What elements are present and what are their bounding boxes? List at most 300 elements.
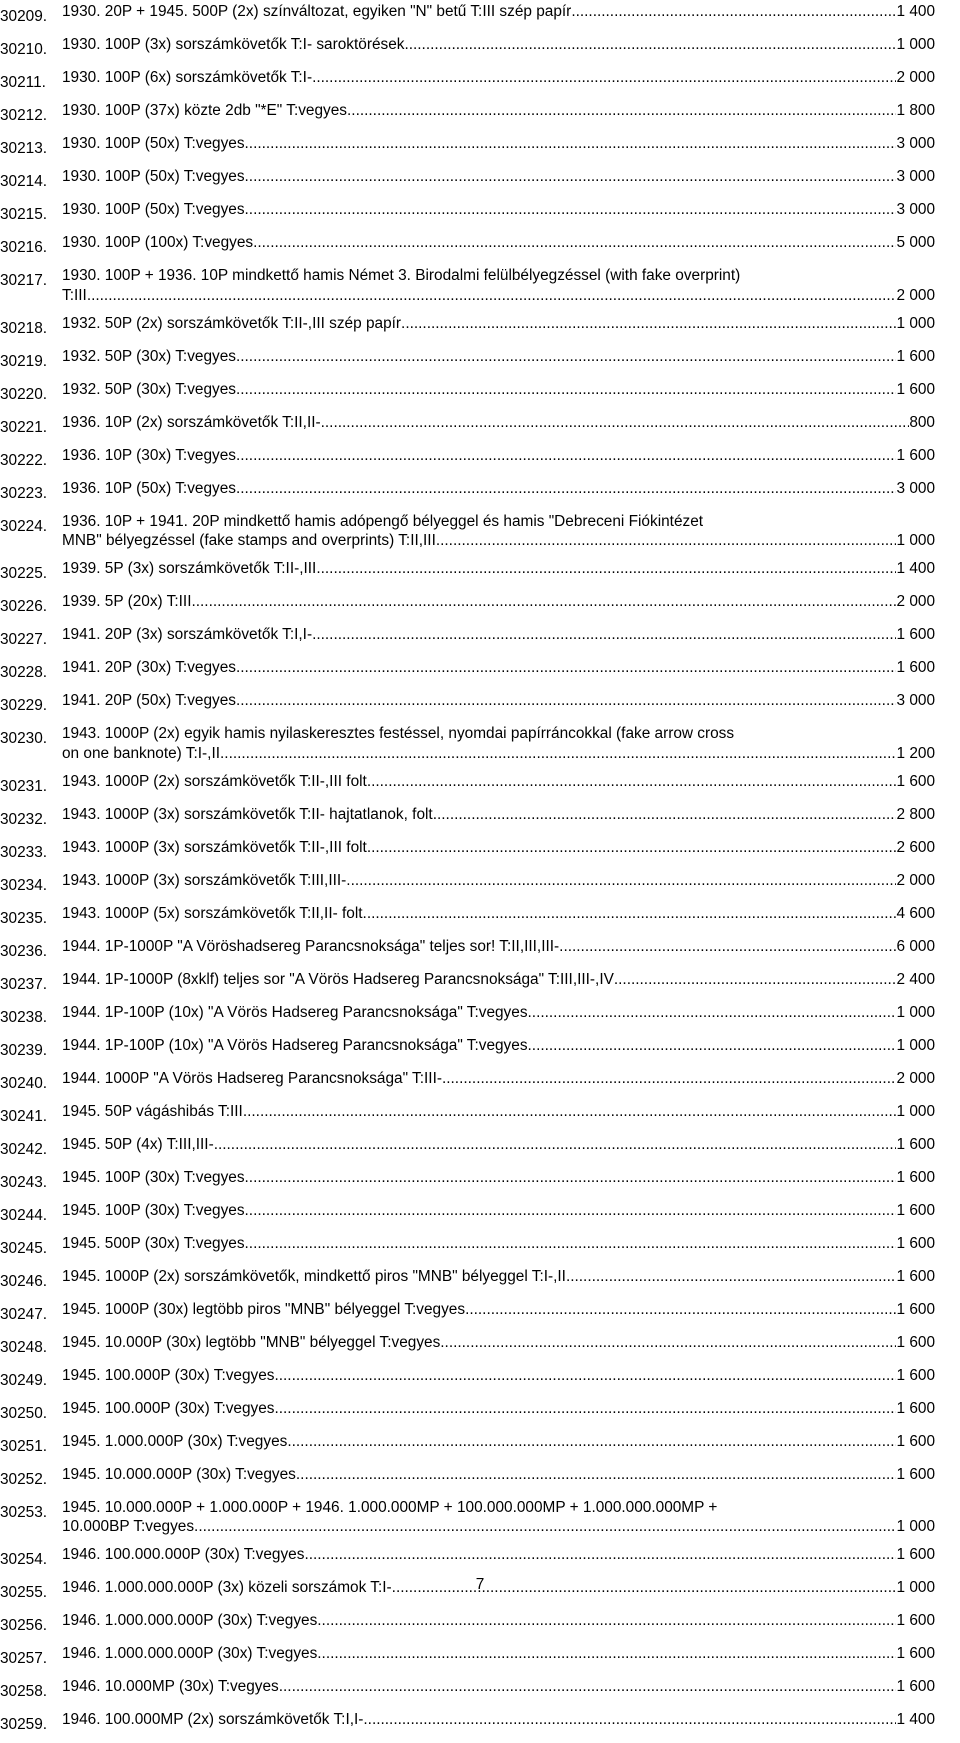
- lot-row: [0, 134, 960, 159]
- lot-description-line: [62, 134, 935, 154]
- lot-number: 30215.: [0, 206, 48, 223]
- lot-text: 1945. 10.000.000P + 1.000.000P + 1946. 1.000.000MP + 100.000.000MP + 1.000.000.000MP +: [62, 1498, 718, 1516]
- lot-description-line: [62, 314, 935, 334]
- lot-description-line: [62, 200, 935, 220]
- dot-leader: [559, 937, 896, 957]
- lot-row: [0, 1644, 960, 1669]
- lot-price: 1 600: [896, 626, 935, 643]
- lot-price: 800: [909, 413, 935, 431]
- lot-description: [62, 592, 935, 612]
- lot-number: 30213.: [0, 140, 48, 157]
- lot-number: 30211.: [0, 74, 46, 91]
- lot-row: [0, 1399, 960, 1424]
- dot-leader: [401, 314, 896, 334]
- lot-text: 1943. 1000P (5x) sorszámkövetők T:II,II- folt: [62, 904, 363, 922]
- lot-description: [62, 413, 935, 433]
- lot-description-line: [62, 691, 935, 711]
- lot-price: 1 000: [896, 314, 935, 332]
- lot-price: 1 400: [896, 3, 935, 20]
- lot-description-line: [62, 1333, 935, 1353]
- dot-leader: [245, 1234, 897, 1254]
- lot-text: 1946. 100.000.000P (30x) T:vegyes: [62, 1546, 305, 1563]
- lot-description-line: [62, 2, 935, 22]
- lot-description: [62, 1644, 935, 1664]
- lot-row: [0, 724, 960, 763]
- lot-price: 3 000: [896, 201, 935, 218]
- lot-description: [62, 134, 935, 154]
- lot-text: 1945. 100P (30x) T:vegyes: [62, 1168, 245, 1186]
- lot-description: [62, 35, 935, 55]
- dot-leader: [245, 1168, 897, 1188]
- lot-description-line: [62, 413, 935, 433]
- lot-description: [62, 772, 935, 792]
- dot-leader: [236, 446, 897, 466]
- dot-leader: [245, 134, 897, 154]
- lot-description: [62, 479, 935, 499]
- lot-row: [0, 512, 960, 551]
- lot-price: 4 600: [896, 904, 935, 922]
- lot-description: [62, 1545, 935, 1565]
- lot-price: 1 600: [896, 1399, 935, 1417]
- lot-price: 1 000: [896, 1036, 935, 1054]
- lot-text: T:III: [62, 286, 87, 304]
- lot-description: [62, 1036, 935, 1056]
- lot-row: [0, 1135, 960, 1160]
- lot-description: [62, 658, 935, 678]
- lot-description: [62, 446, 935, 466]
- dot-leader: [191, 592, 896, 612]
- dot-leader: [321, 413, 910, 433]
- lot-description: [62, 1677, 935, 1697]
- lot-text: 1943. 1000P (3x) sorszámkövetők T:III,III-: [62, 871, 347, 889]
- lot-description-line: [62, 805, 935, 825]
- lot-number: 30242.: [0, 1140, 48, 1158]
- lot-text: 1945. 1000P (2x) sorszámkövetők, mindkettő piros "MNB" bélyeggel T:I-,II: [62, 1267, 566, 1285]
- lot-description: [62, 1611, 935, 1631]
- lot-text: 1939. 5P (3x) sorszámkövetők T:II-,III: [62, 560, 317, 577]
- lot-price: 1 400: [896, 560, 935, 577]
- lot-price: 1 600: [896, 1201, 935, 1219]
- lot-description: [62, 559, 935, 579]
- lot-description-line: [62, 1399, 935, 1419]
- lot-number: 30248.: [0, 1338, 48, 1356]
- lot-description: [62, 1069, 935, 1089]
- lot-number: 30227.: [0, 631, 48, 648]
- lot-text: 1946. 100.000MP (2x) sorszámkövetők T:I,I-: [62, 1711, 364, 1728]
- dot-leader: [214, 1135, 897, 1155]
- lot-description-line: [62, 1036, 935, 1056]
- lot-number: 30228.: [0, 664, 48, 681]
- lot-description-line: [62, 724, 935, 744]
- lot-description-line: [62, 1545, 935, 1565]
- lot-number: 30229.: [0, 697, 48, 714]
- lot-text: 1936. 10P (2x) sorszámkövetők T:II,II-: [62, 413, 321, 431]
- lot-price: 1 000: [896, 1102, 935, 1120]
- lot-price: 1 600: [896, 1432, 935, 1450]
- lot-description-line: [62, 286, 935, 306]
- lot-text: 1932. 50P (30x) T:vegyes: [62, 347, 236, 365]
- lot-row: [0, 1677, 960, 1702]
- dot-leader: [236, 380, 897, 400]
- lot-price: 1 000: [896, 1518, 935, 1535]
- lot-row: [0, 1069, 960, 1094]
- lot-row: [0, 446, 960, 471]
- lot-row: [0, 101, 960, 126]
- lot-number: 30216.: [0, 239, 48, 256]
- lot-number: 30233.: [0, 843, 48, 861]
- lot-text: 1943. 1000P (2x) sorszámkövetők T:II-,III folt: [62, 772, 367, 790]
- lot-description: [62, 512, 935, 551]
- lot-text: 1930. 20P + 1945. 500P (2x) színváltozat, egyiken "N" betű T:III szép papír: [62, 3, 572, 20]
- lot-description-line: [62, 1465, 935, 1485]
- lot-row: [0, 1300, 960, 1325]
- dot-leader: [243, 1102, 897, 1122]
- lot-description: [62, 1300, 935, 1320]
- lot-number: 30234.: [0, 876, 48, 894]
- lot-description: [62, 970, 935, 990]
- lot-row: [0, 1168, 960, 1193]
- lot-row: [0, 35, 960, 60]
- lot-description: [62, 68, 935, 88]
- lot-text: 1944. 1P-100P (10x) "A Vörös Hadsereg Parancsnoksága" T:vegyes: [62, 1003, 528, 1021]
- lot-price: 1 600: [896, 380, 935, 398]
- lot-text: 1939. 5P (20x) T:III: [62, 593, 192, 610]
- lot-description: [62, 1465, 935, 1485]
- lot-number: 30251.: [0, 1437, 48, 1455]
- lot-number: 30230.: [0, 730, 48, 747]
- lot-number: 30250.: [0, 1404, 48, 1422]
- lot-price: 1 600: [896, 1300, 935, 1318]
- lot-row: [0, 1366, 960, 1391]
- dot-leader: [253, 233, 896, 253]
- lot-description: [62, 1267, 935, 1287]
- lot-row: [0, 1201, 960, 1226]
- lot-text: 1936. 10P + 1941. 20P mindkettő hamis adópengő bélyeggel és hamis "Debreceni Fiókintézet: [62, 512, 704, 530]
- lot-number: 30238.: [0, 1008, 48, 1026]
- lot-row: [0, 200, 960, 225]
- lot-row: [0, 1498, 960, 1537]
- lot-text: 1930. 100P (6x) sorszámkövetők T:I-: [62, 69, 313, 86]
- lot-description-line: [62, 1432, 935, 1452]
- lot-price: 2 600: [896, 838, 935, 856]
- lot-description-line: [62, 1267, 935, 1287]
- lot-row: [0, 1611, 960, 1636]
- lot-description: [62, 2, 935, 22]
- lot-description-line: [62, 1644, 935, 1664]
- dot-leader: [274, 1399, 896, 1419]
- lot-row: [0, 805, 960, 830]
- lot-text: 1941. 20P (30x) T:vegyes: [62, 659, 236, 676]
- lot-price: 1 600: [896, 1168, 935, 1186]
- lot-description-line: [62, 1168, 935, 1188]
- lot-text: 1946. 1.000.000.000P (3x) közeli sorszámok T:I-: [62, 1579, 392, 1596]
- lot-description-line: [62, 937, 935, 957]
- dot-leader: [279, 1677, 897, 1697]
- dot-leader: [287, 1432, 896, 1452]
- lot-description: [62, 101, 935, 121]
- lot-description-line: [62, 772, 935, 792]
- lot-number: 30223.: [0, 484, 48, 502]
- dot-leader: [316, 559, 896, 579]
- dot-leader: [312, 625, 896, 645]
- lot-text: 1930. 100P + 1936. 10P mindkettő hamis Német 3. Birodalmi felülbélyegzéssel (with fake overprint): [62, 267, 741, 284]
- lot-list: [0, 2, 960, 1743]
- lot-price: 1 600: [896, 446, 935, 464]
- lot-number: 30219.: [0, 352, 48, 370]
- lot-description: [62, 691, 935, 711]
- lot-description: [62, 314, 935, 334]
- lot-number: 30255.: [0, 1584, 48, 1601]
- lot-price: 3 000: [896, 479, 935, 497]
- lot-price: 1 800: [896, 102, 935, 119]
- lot-description: [62, 167, 935, 187]
- dot-leader: [436, 531, 897, 551]
- lot-row: [0, 479, 960, 504]
- lot-description-line: [62, 479, 935, 499]
- lot-row: [0, 2, 960, 27]
- lot-row: [0, 871, 960, 896]
- lot-row: [0, 625, 960, 650]
- lot-row: [0, 167, 960, 192]
- dot-leader: [198, 1517, 896, 1537]
- lot-text: 1945. 10.000P (30x) legtöbb "MNB" bélyeggel T:vegyes: [62, 1333, 441, 1351]
- lot-price: 1 600: [896, 659, 935, 676]
- lot-description: [62, 871, 935, 891]
- lot-description-line: [62, 592, 935, 612]
- lot-text: 1945. 100.000P (30x) T:vegyes: [62, 1399, 275, 1417]
- lot-text: 1932. 50P (30x) T:vegyes: [62, 380, 236, 398]
- lot-number: 30236.: [0, 942, 48, 960]
- lot-description-line: [62, 531, 935, 551]
- lot-text: 1930. 100P (50x) T:vegyes: [62, 168, 245, 185]
- lot-price: 1 600: [896, 1465, 935, 1483]
- lot-text: 1936. 10P (30x) T:vegyes: [62, 446, 236, 464]
- lot-description: [62, 1201, 935, 1221]
- lot-text: 1941. 20P (50x) T:vegyes: [62, 692, 236, 709]
- dot-leader: [409, 35, 897, 55]
- lot-description-line: [62, 1677, 935, 1697]
- dot-leader: [442, 1069, 897, 1089]
- lot-row: [0, 380, 960, 405]
- lot-text: 1944. 1P-100P (10x) "A Vörös Hadsereg Parancsnoksága" T:vegyes: [62, 1036, 528, 1054]
- lot-number: 30256.: [0, 1617, 48, 1634]
- lot-row: [0, 937, 960, 962]
- lot-number: 30258.: [0, 1683, 48, 1700]
- lot-description: [62, 1399, 935, 1419]
- lot-text: 1945. 500P (30x) T:vegyes: [62, 1234, 245, 1252]
- lot-number: 30221.: [0, 418, 48, 436]
- lot-description: [62, 1234, 935, 1254]
- lot-number: 30217.: [0, 272, 48, 289]
- lot-text: 1932. 50P (2x) sorszámkövetők T:II-,III szép papír: [62, 314, 402, 332]
- lot-description-line: [62, 1366, 935, 1386]
- lot-number: 30244.: [0, 1206, 48, 1224]
- dot-leader: [440, 1333, 896, 1353]
- lot-description: [62, 1102, 935, 1122]
- lot-description-line: [62, 744, 935, 764]
- dot-leader: [245, 1201, 897, 1221]
- lot-row: [0, 1545, 960, 1570]
- lot-row: [0, 1036, 960, 1061]
- lot-text: 1946. 10.000MP (30x) T:vegyes: [62, 1678, 279, 1695]
- lot-row: [0, 838, 960, 863]
- lot-description: [62, 1168, 935, 1188]
- lot-text: 1945. 1000P (30x) legtöbb piros "MNB" bélyeggel T:vegyes: [62, 1300, 466, 1318]
- lot-text: 1945. 50P (4x) T:III,III-: [62, 1135, 214, 1153]
- lot-description: [62, 266, 935, 305]
- lot-price: 2 000: [896, 593, 935, 610]
- lot-text: 1930. 100P (3x) sorszámkövetők T:I- saroktörések.: [62, 36, 409, 53]
- lot-row: [0, 658, 960, 683]
- lot-description: [62, 1003, 935, 1023]
- lot-number: 30241.: [0, 1107, 48, 1125]
- lot-number: 30243.: [0, 1173, 48, 1191]
- lot-description-line: [62, 380, 935, 400]
- lot-description: [62, 1366, 935, 1386]
- lot-row: [0, 1003, 960, 1028]
- lot-text: 1945. 10.000.000P (30x) T:vegyes: [62, 1465, 296, 1483]
- dot-leader: [274, 1366, 896, 1386]
- lot-description-line: [62, 1710, 935, 1730]
- dot-leader: [571, 2, 896, 22]
- lot-text: 1945. 100P (30x) T:vegyes: [62, 1201, 245, 1219]
- lot-text: 10.000BP T:vegyes.: [62, 1518, 199, 1535]
- lot-number: 30232.: [0, 810, 48, 828]
- lot-description-line: [62, 101, 935, 121]
- lot-row: [0, 772, 960, 797]
- dot-leader: [236, 658, 897, 678]
- lot-number: 30259.: [0, 1716, 48, 1733]
- lot-description: [62, 347, 935, 367]
- lot-description-line: [62, 625, 935, 645]
- lot-description-line: [62, 838, 935, 858]
- lot-description-line: [62, 970, 935, 990]
- lot-description-line: [62, 1517, 935, 1537]
- lot-price: 1 400: [896, 1711, 935, 1728]
- lot-number: 30220.: [0, 385, 48, 403]
- lot-price: 1 200: [896, 744, 935, 762]
- lot-number: 30252.: [0, 1470, 48, 1488]
- lot-description-line: [62, 512, 935, 532]
- dot-leader: [220, 744, 896, 764]
- lot-description-line: [62, 68, 935, 88]
- lot-price: 2 000: [896, 871, 935, 889]
- dot-leader: [363, 1710, 896, 1730]
- lot-price: 2 000: [896, 286, 935, 304]
- lot-price: 1 000: [896, 1579, 935, 1596]
- lot-price: 5 000: [896, 234, 935, 251]
- dot-leader: [317, 1611, 896, 1631]
- lot-price: 2 000: [896, 1069, 935, 1087]
- lot-row: [0, 1333, 960, 1358]
- lot-price: 1 600: [896, 347, 935, 365]
- lot-row: [0, 1432, 960, 1457]
- dot-leader: [312, 68, 896, 88]
- lot-description-line: [62, 266, 935, 286]
- lot-number: 30253.: [0, 1503, 48, 1521]
- lot-number: 30239.: [0, 1041, 48, 1059]
- lot-row: [0, 68, 960, 93]
- lot-number: 30226.: [0, 598, 48, 615]
- lot-description-line: [62, 1003, 935, 1023]
- lot-text: 1944. 1P-1000P "A Vöröshadsereg Parancsnoksága" teljes sor! T:II,III,III-: [62, 937, 560, 955]
- lot-description-line: [62, 167, 935, 187]
- lot-number: 30225.: [0, 565, 48, 582]
- dot-leader: [433, 805, 897, 825]
- lot-price: 1 600: [896, 772, 935, 790]
- lot-price: 3 000: [896, 135, 935, 152]
- lot-description-line: [62, 658, 935, 678]
- lot-description: [62, 1710, 935, 1730]
- lot-description: [62, 200, 935, 220]
- lot-row: [0, 266, 960, 305]
- lot-price: 1 600: [896, 1135, 935, 1153]
- lot-row: [0, 1710, 960, 1735]
- lot-text: 1945. 50P vágáshibás T:III: [62, 1102, 243, 1120]
- lot-description: [62, 625, 935, 645]
- lot-price: 1 600: [896, 1678, 935, 1695]
- lot-text: MNB" bélyegzéssel (fake stamps and overprints) T:II,III: [62, 532, 436, 549]
- lot-number: 30210.: [0, 41, 48, 58]
- dot-leader: [528, 1003, 897, 1023]
- lot-description-line: [62, 904, 935, 924]
- lot-number: 30214.: [0, 173, 48, 190]
- lot-row: [0, 413, 960, 438]
- dot-leader: [347, 101, 896, 121]
- lot-row: [0, 904, 960, 929]
- dot-leader: [317, 1644, 896, 1664]
- lot-price: 1 600: [896, 1234, 935, 1252]
- lot-description-line: [62, 35, 935, 55]
- lot-description-line: [62, 1201, 935, 1221]
- lot-description: [62, 937, 935, 957]
- lot-number: 30237.: [0, 975, 48, 993]
- lot-price: 1 600: [896, 1546, 935, 1563]
- lot-price: 1 000: [896, 36, 935, 53]
- lot-text: 1945. 100.000P (30x) T:vegyes: [62, 1366, 275, 1384]
- lot-price: 1 600: [896, 1333, 935, 1351]
- lot-text: 1945. 1.000.000P (30x) T:vegyes: [62, 1432, 288, 1450]
- lot-number: 30224.: [0, 517, 48, 535]
- lot-text: 1930. 100P (100x) T:vegyes: [62, 234, 254, 251]
- lot-text: 1944. 1P-1000P (8xklf) teljes sor "A Vörös Hadsereg Parancsnoksága" T:III,III-,IV: [62, 970, 614, 988]
- lot-price: 2 800: [896, 805, 935, 823]
- lot-number: 30254.: [0, 1551, 48, 1568]
- lot-description-line: [62, 871, 935, 891]
- dot-leader: [363, 904, 897, 924]
- lot-number: 30209.: [0, 8, 48, 25]
- lot-description-line: [62, 1102, 935, 1122]
- lot-price: 1 000: [896, 1003, 935, 1021]
- lot-text: 1930. 100P (50x) T:vegyes: [62, 201, 245, 218]
- lot-price: 2 000: [896, 69, 935, 86]
- dot-leader: [245, 167, 897, 187]
- lot-description-line: [62, 559, 935, 579]
- lot-text: on one banknote) T:I-,II: [62, 744, 221, 762]
- dot-leader: [465, 1300, 896, 1320]
- lot-description-line: [62, 446, 935, 466]
- lot-text: 1930. 100P (37x) közte 2db "*E" T:vegyes: [62, 102, 348, 119]
- lot-description-line: [62, 1611, 935, 1631]
- lot-number: 30257.: [0, 1650, 48, 1667]
- lot-row: [0, 1102, 960, 1127]
- dot-leader: [528, 1036, 897, 1056]
- lot-text: 1941. 20P (3x) sorszámkövetők T:I,I-: [62, 626, 313, 643]
- lot-number: 30249.: [0, 1371, 48, 1389]
- lot-text: 1943. 1000P (3x) sorszámkövetők T:II-,III folt: [62, 838, 367, 856]
- lot-price: 1 600: [896, 1366, 935, 1384]
- lot-row: [0, 1267, 960, 1292]
